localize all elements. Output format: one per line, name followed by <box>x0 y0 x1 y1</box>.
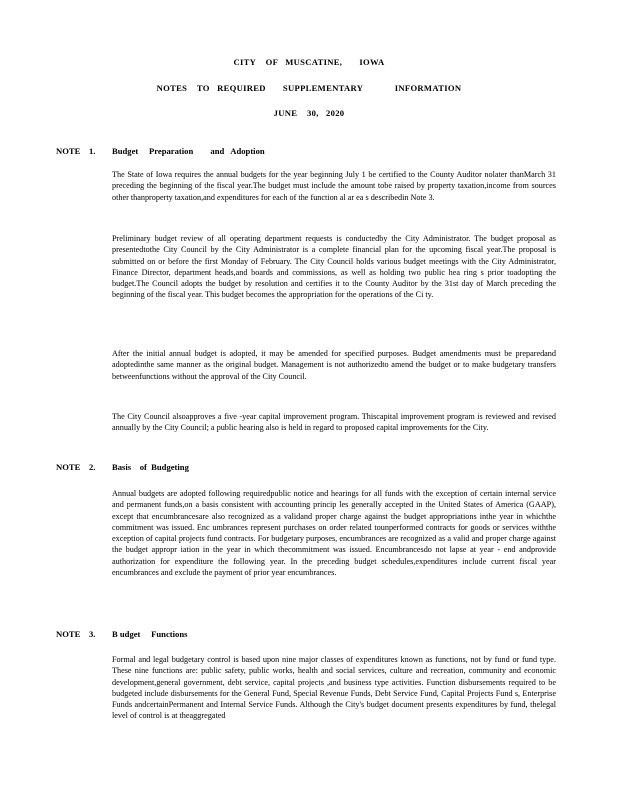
note-2-title: Basis of Budgeting <box>112 462 189 472</box>
note-2-paragraph-1: Annual budgets are adopted following requiredpublic notice and hearings for all funds with the exception of certain internal service and permanent funds,on a basis consistent with accounting princip les generally accepted in the United States of America (GAAP), except that encumbrancesare also recognized as a validand proper charge against the budget appropriations inthe year in whichthe commitment was issued. Enc umbrances represent purchases on order related tounperformed contracts for goods or services withthe exception of capital projects fund contracts. For budgetary purposes, encumbrances are recognized as a valid and proper charge against the budget appropr iation in the year in which thecommitment was issued. Encumbrancesdo not lapse at year - end andprovide authorization for expenditure the following year. In the preceding budget schedules,expenditures include current fiscal year encumbrances and exclude the payment of prior year encumbrances. <box>112 489 556 578</box>
note-3-title: B udget Functions <box>112 629 188 639</box>
note-3-paragraph-1: Formal and legal budgetary control is based upon nine major classes of expenditures known as functions, not by fund or fund type. These nine functions are: public safety, public works, health and social services, culture and recreation, community and economic development,general government, debt service, capital projects ,and business type activities. Function disbursements required to be budgeted include disbursements for the General Fund, Special Revenue Funds, Debt Service Fund, Capital Projects Fund s, Enterprise Funds andcertainPermanent and Internal Service Funds. Although the City's budget document presents expenditures by fund, thelegal level of control is at theaggregated <box>112 655 556 721</box>
note-1-label: NOTE 1. <box>56 146 96 156</box>
note-1-paragraph-2: Preliminary budget review of all operating department requests is conductedby the City Administrator. The budget proposal as presentedtothe City Council by the City Administrator is a complete financial plan for the upcoming fiscal year.The proposal is submitted on or before the first Monday of February. The City Council holds various budget meetings with the City Administrator, Finance Director, department heads,and boards and commissions, as well as holding two public hea ring s prior toadopting the budget.The Council adopts the budget by resolution and certifies it to the County Auditor by the 31st day of March preceding the beginning of the fiscal year. This budget becomes the appropriation for the operations of the Ci ty. <box>112 234 556 300</box>
note-1-paragraph-3: After the initial annual budget is adopted, it may be amended for specified purposes. Budget amendments must be preparedand adoptedinthe same manner as the original budget. Management is not authorizedto amend the budget or to make budgetary transfers betweenfunctions without the approval of the City Council. <box>112 349 556 381</box>
note-1-paragraph-4: The City Council alsoapproves a five -year capital improvement program. Thiscapital improvement program is reviewed and revised annually by the City Council; a public hearing also is held in regard to proposed capital improvements for the City. <box>112 412 556 433</box>
header-notes-title: NOTES TO REQUIRED SUPPLEMENTARY INFORMATION <box>156 83 462 93</box>
note-3-label: NOTE 3. <box>56 629 96 639</box>
note-1-title: Budget Preparation and Adoption <box>112 146 265 156</box>
header-date: JUNE 30, 2020 <box>273 108 345 118</box>
header-city-title: CITY OF MUSCATINE, IOWA <box>233 57 385 67</box>
note-2-label: NOTE 2. <box>56 462 96 472</box>
note-1-paragraph-1: The State of Iowa requires the annual budgets for the year beginning July 1 be certified to the County Auditor nolater thanMarch 31 preceding the beginning of the fiscal year.The budget must include the amount tobe raised by property taxation,income from sources other thanproperty taxation,and expenditures for each of the function al ar ea s describedin Note 3. <box>112 170 556 202</box>
